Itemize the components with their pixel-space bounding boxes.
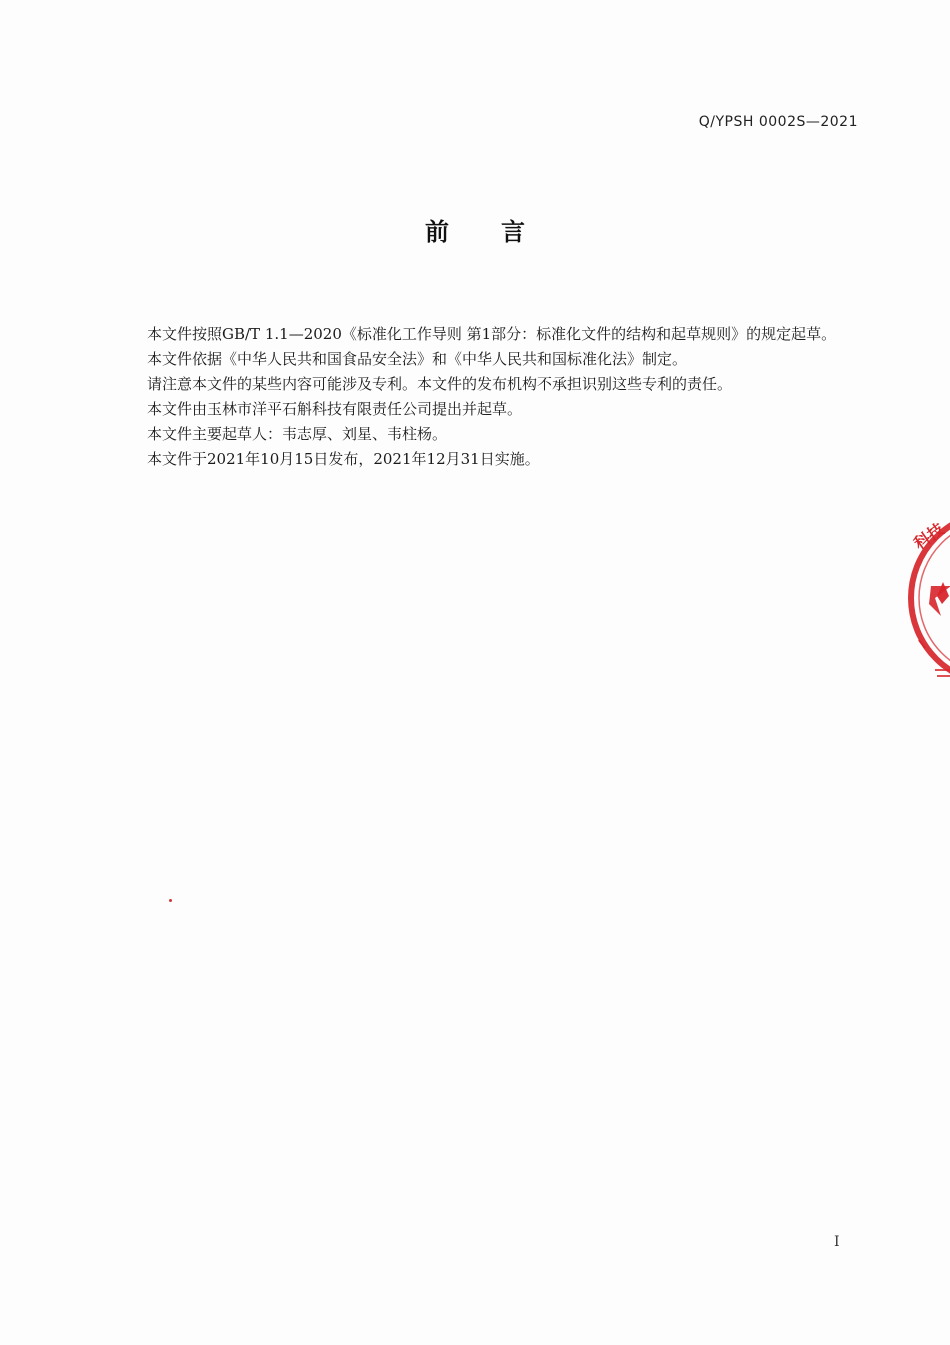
paragraph-legal-basis: 本文件依据《中华人民共和国食品安全法》和《中华人民共和国标准化法》制定。 xyxy=(147,350,688,368)
seal-text: 科技 xyxy=(910,519,948,554)
paragraph-patent-notice: 请注意本文件的某些内容可能涉及专利。本文件的发布机构不承担识别这些专利的责任。 xyxy=(147,375,733,393)
title-char-1: 前 xyxy=(425,218,449,246)
paragraph-drafting-basis: 本文件按照GB/T 1.1—2020《标准化工作导则 第1部分：标准化文件的结构和起草规则》的规定起草。 xyxy=(147,325,837,343)
document-code: Q/YPSH 0002S—2021 xyxy=(698,114,858,130)
foreword-body xyxy=(113,322,861,472)
paragraph-proposer: 本文件由玉林市洋平石斛科技有限责任公司提出并起草。 xyxy=(147,400,523,418)
red-speck xyxy=(169,899,172,902)
paragraph-dates: 本文件于2021年10月15日发布，2021年12月31日实施。 xyxy=(147,450,540,468)
paragraph-drafters: 本文件主要起草人：韦志厚、刘星、韦柱杨。 xyxy=(147,425,448,443)
title-char-2: 言 xyxy=(501,218,525,246)
company-seal xyxy=(905,498,950,698)
page-title xyxy=(0,212,950,247)
page-number: I xyxy=(834,1234,840,1250)
